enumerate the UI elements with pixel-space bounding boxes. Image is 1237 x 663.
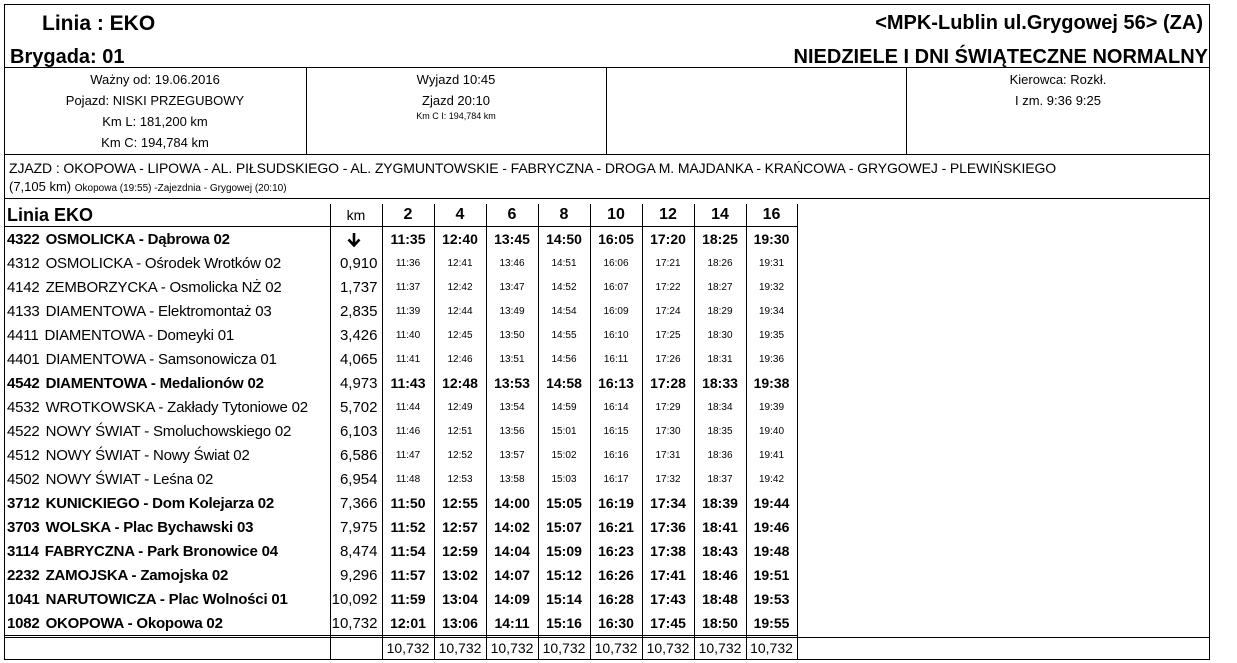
stop-name (4, 491, 330, 515)
trip-total-km: 10,732 (538, 636, 590, 661)
departure-time-cell: 15:14 (538, 587, 590, 611)
table-row (4, 587, 797, 611)
driver-label: Kierowca: Rozkł. (1009, 72, 1107, 87)
departure-time-cell: 13:47 (486, 275, 538, 299)
stop-name (4, 563, 330, 587)
departure-time-cell: 18:34 (694, 395, 746, 419)
stop-code: 3114 (7, 542, 39, 560)
route-note-km: (7,105 km) (9, 179, 72, 194)
stop-label: WROTKOWSKA - Zakłady Tytoniowe 02 (45, 398, 308, 416)
stop-name (4, 299, 330, 323)
trip-header: 16 (746, 204, 797, 227)
departure-time-cell: 14:11 (486, 611, 538, 636)
stop-label: KUNICKIEGO - Dom Kolejarza 02 (45, 494, 274, 512)
departure-time-cell: 11:50 (382, 491, 434, 515)
departure-time-cell: 12:46 (434, 347, 486, 371)
stop-label: DIAMENTOWA - Medalionów 02 (45, 374, 264, 392)
stop-name (4, 323, 330, 347)
departure-time-cell: 12:45 (434, 323, 486, 347)
departure-time-cell: 19:36 (746, 347, 797, 371)
stop-label: NOWY ŚWIAT - Leśna 02 (45, 470, 214, 488)
divider (4, 637, 1210, 638)
table-row (4, 515, 797, 539)
departure-time-cell: 17:30 (642, 419, 694, 443)
stop-km: 3,426 (330, 323, 382, 347)
departure-time-cell: 15:12 (538, 563, 590, 587)
departure-time-cell: 19:41 (746, 443, 797, 467)
stop-name (4, 443, 330, 467)
divider (4, 154, 1210, 155)
departure-time-cell: 19:53 (746, 587, 797, 611)
departure-time-cell: 19:30 (746, 227, 797, 252)
depot-label: <MPK-Lublin ul.Grygowej 56> (ZA) (875, 12, 1203, 34)
stop-code: 4133 (7, 302, 40, 320)
totals-empty (4, 636, 330, 661)
stop-name (4, 539, 330, 563)
stop-km: 6,103 (330, 419, 382, 443)
departure-time-cell: 12:51 (434, 419, 486, 443)
departure-time-cell: 12:42 (434, 275, 486, 299)
departure-time-cell: 15:05 (538, 491, 590, 515)
stop-name (4, 395, 330, 419)
stop-label: OKOPOWA - Okopowa 02 (45, 614, 223, 632)
departure-time-cell: 14:58 (538, 371, 590, 395)
stop-name (4, 275, 330, 299)
timetable-header-row (4, 204, 797, 227)
stop-code: 4542 (7, 374, 40, 392)
departure-time-cell: 12:53 (434, 467, 486, 491)
departure-time-cell: 18:27 (694, 275, 746, 299)
stop-code: 4401 (7, 350, 40, 368)
departure-time-cell: 14:54 (538, 299, 590, 323)
trip-header: 10 (590, 204, 642, 227)
table-row (4, 539, 797, 563)
stop-km: 2,835 (330, 299, 382, 323)
totals-empty (330, 636, 382, 661)
departure-time-cell: 17:25 (642, 323, 694, 347)
trip-header: 12 (642, 204, 694, 227)
departure-time-cell: 16:30 (590, 611, 642, 636)
stop-km: 6,586 (330, 443, 382, 467)
departure-time-cell: 17:38 (642, 539, 694, 563)
route-note-detail: Okopowa (19:55) -Zajezdnia - Grygowej (20:10) (74, 183, 287, 194)
departure-time-cell: 11:57 (382, 563, 434, 587)
stop-km: 7,366 (330, 491, 382, 515)
departure-time-cell: 11:35 (382, 227, 434, 252)
departure-time-cell: 17:22 (642, 275, 694, 299)
table-row (4, 467, 797, 491)
departure-time-cell: 18:33 (694, 371, 746, 395)
departure-time-cell: 17:43 (642, 587, 694, 611)
stop-code: 2232 (7, 566, 40, 584)
totals-row (4, 636, 797, 661)
departure-time-cell: 13:04 (434, 587, 486, 611)
trip-total-km: 10,732 (486, 636, 538, 661)
trip-total-km: 10,732 (434, 636, 486, 661)
stop-label: ZAMOJSKA - Zamojska 02 (45, 566, 229, 584)
stop-label: FABRYCZNA - Park Bronowice 04 (44, 542, 278, 560)
departure-time-cell: 18:46 (694, 563, 746, 587)
km-header: km (330, 204, 382, 227)
departure-time-cell: 18:50 (694, 611, 746, 636)
departure-time-cell: 19:55 (746, 611, 797, 636)
table-row (4, 275, 797, 299)
departure-time-cell: 16:21 (590, 515, 642, 539)
stop-name (4, 419, 330, 443)
table-row (4, 371, 797, 395)
departure-time-cell: 19:51 (746, 563, 797, 587)
departure-time-cell: 16:28 (590, 587, 642, 611)
departure-time-cell: 16:07 (590, 275, 642, 299)
departure-time-cell: 15:09 (538, 539, 590, 563)
departure-time-cell: 16:13 (590, 371, 642, 395)
departure-time-cell: 14:56 (538, 347, 590, 371)
departure-time-cell: 12:41 (434, 251, 486, 275)
departure-time-cell: 17:31 (642, 443, 694, 467)
departure-time-cell: 17:29 (642, 395, 694, 419)
table-row (4, 611, 797, 636)
timetable-table (4, 204, 798, 660)
departure-time-cell: 11:37 (382, 275, 434, 299)
departure-time-cell: 17:20 (642, 227, 694, 252)
departure-time-cell: 18:41 (694, 515, 746, 539)
departure-time-cell: 16:26 (590, 563, 642, 587)
departure-time-cell: 13:51 (486, 347, 538, 371)
brigade-label: Brygada: 01 (10, 46, 125, 68)
departure-time-cell: 14:09 (486, 587, 538, 611)
departure-time-cell: 14:07 (486, 563, 538, 587)
stop-code: 4142 (7, 278, 40, 296)
departure-time-cell: 16:19 (590, 491, 642, 515)
departure-time-cell: 12:40 (434, 227, 486, 252)
departure-time-cell: 19:40 (746, 419, 797, 443)
departure-time-cell: 16:09 (590, 299, 642, 323)
departure-time-cell: 13:57 (486, 443, 538, 467)
departure-time-cell: 12:44 (434, 299, 486, 323)
stop-label: OSMOLICKA - Ośrodek Wrotków 02 (45, 254, 282, 272)
stop-label: NOWY ŚWIAT - Nowy Świat 02 (45, 446, 250, 464)
departure-time-cell: 18:25 (694, 227, 746, 252)
stop-label: DIAMENTOWA - Domeyki 01 (44, 326, 235, 344)
trip-header: 6 (486, 204, 538, 227)
table-row (4, 227, 797, 252)
departure-time-cell: 18:48 (694, 587, 746, 611)
departure-time-cell: 16:17 (590, 467, 642, 491)
trip-total-km: 10,732 (382, 636, 434, 661)
day-type-label: NIEDZIELE I DNI ŚWIĄTECZNE NORMALNY (793, 46, 1208, 68)
departure-time-cell: 12:57 (434, 515, 486, 539)
departure-time-cell: 18:29 (694, 299, 746, 323)
table-row (4, 443, 797, 467)
stop-code: 1041 (7, 590, 40, 608)
stop-km: 5,702 (330, 395, 382, 419)
stop-km: 1,737 (330, 275, 382, 299)
departure-time-cell: 19:44 (746, 491, 797, 515)
stop-label: OSMOLICKA - Dąbrowa 02 (45, 230, 230, 248)
departure-time-cell: 11:43 (382, 371, 434, 395)
stop-km (330, 227, 382, 252)
divider (4, 198, 1210, 199)
stop-name (4, 467, 330, 491)
driver-info (906, 69, 1210, 111)
stop-code: 1082 (7, 614, 40, 632)
stop-name (4, 587, 330, 611)
stop-km: 6,954 (330, 467, 382, 491)
stop-km: 10,732 (330, 611, 382, 636)
departure-time-cell: 17:24 (642, 299, 694, 323)
stop-code: 4312 (7, 254, 40, 272)
shift-times: I zm. 9:36 9:25 (1015, 93, 1101, 108)
departure-time-cell: 11:41 (382, 347, 434, 371)
departure-time-cell: 15:07 (538, 515, 590, 539)
vehicle-type: Pojazd: NISKI PRZEGUBOWY (65, 93, 245, 108)
table-row (4, 491, 797, 515)
stop-label: WOLSKA - Plac Bychawski 03 (45, 518, 254, 536)
stop-km: 0,910 (330, 251, 382, 275)
stop-label: NOWY ŚWIAT - Smoluchowskiego 02 (45, 422, 292, 440)
stop-km: 10,092 (330, 587, 382, 611)
departure-time-cell: 18:30 (694, 323, 746, 347)
departure-time-cell: 14:02 (486, 515, 538, 539)
departure-time-cell: 18:39 (694, 491, 746, 515)
departure-time-cell: 18:26 (694, 251, 746, 275)
departure-time-cell: 13:54 (486, 395, 538, 419)
stop-label: NARUTOWICZA - Plac Wolności 01 (45, 590, 288, 608)
departure-time-cell: 19:38 (746, 371, 797, 395)
departure-time-cell: 14:51 (538, 251, 590, 275)
departure-time-cell: 12:01 (382, 611, 434, 636)
stop-code: 4502 (7, 470, 40, 488)
departure-time-cell: 15:03 (538, 467, 590, 491)
trip-total-km: 10,732 (746, 636, 797, 661)
stop-code: 3712 (7, 494, 40, 512)
departure-time-cell: 16:11 (590, 347, 642, 371)
departure-time-cell: 12:55 (434, 491, 486, 515)
divider (606, 67, 607, 154)
departure-time-cell: 11:59 (382, 587, 434, 611)
stop-km: 9,296 (330, 563, 382, 587)
departure-time-cell: 18:43 (694, 539, 746, 563)
trip-total-km: 10,732 (642, 636, 694, 661)
departure-time-cell: 17:45 (642, 611, 694, 636)
trip-header: 14 (694, 204, 746, 227)
departure-time-cell: 16:16 (590, 443, 642, 467)
departure-time-cell: 12:59 (434, 539, 486, 563)
stop-code: 4512 (7, 446, 40, 464)
departure-time-cell: 13:49 (486, 299, 538, 323)
stop-code: 4322 (7, 230, 40, 248)
stop-code: 3703 (7, 518, 40, 536)
route-note-line1: ZJAZD : OKOPOWA - LIPOWA - AL. PIŁSUDSKIEGO - AL. ZYGMUNTOWSKIE - FABRYCZNA - DROGA M. MAJDANKA - KRAŃCOWA - GRYGOWEJ - PLEWIŃSKIEGO (9, 160, 1057, 176)
departure-time-cell: 13:58 (486, 467, 538, 491)
departure-time-cell: 15:16 (538, 611, 590, 636)
stop-name (4, 227, 330, 252)
departure-time-cell: 18:37 (694, 467, 746, 491)
departure-time-cell: 12:49 (434, 395, 486, 419)
departure-time-cell: 17:34 (642, 491, 694, 515)
km-l: Km L: 181,200 km (102, 114, 208, 129)
departure-time-cell: 11:36 (382, 251, 434, 275)
departure-time-cell: 17:32 (642, 467, 694, 491)
table-row (4, 323, 797, 347)
departure-time-cell: 13:56 (486, 419, 538, 443)
departure-time-cell: 11:48 (382, 467, 434, 491)
departure-time-cell: 14:52 (538, 275, 590, 299)
departure-time-cell: 15:02 (538, 443, 590, 467)
departure-time-cell: 17:41 (642, 563, 694, 587)
departure-time-cell: 12:52 (434, 443, 486, 467)
departure-time-cell: 11:46 (382, 419, 434, 443)
trip-total-km: 10,732 (694, 636, 746, 661)
departure-time-cell: 19:32 (746, 275, 797, 299)
departure-time-cell: 17:36 (642, 515, 694, 539)
departure-time-cell: 14:59 (538, 395, 590, 419)
stop-km: 7,975 (330, 515, 382, 539)
departure-time-cell: 19:31 (746, 251, 797, 275)
departure-time-cell: 16:06 (590, 251, 642, 275)
departure-time-cell: 12:48 (434, 371, 486, 395)
stop-name (4, 371, 330, 395)
vehicle-info (4, 69, 306, 153)
stop-km: 8,474 (330, 539, 382, 563)
departure-time-cell: 13:06 (434, 611, 486, 636)
departure-time-cell: 17:26 (642, 347, 694, 371)
departure-time-cell: 14:00 (486, 491, 538, 515)
stop-km: 4,065 (330, 347, 382, 371)
stop-label: DIAMENTOWA - Samsonowicza 01 (45, 350, 277, 368)
stop-code: 4532 (7, 398, 40, 416)
return-time: Zjazd 20:10 (422, 93, 490, 108)
departure-time-cell: 19:34 (746, 299, 797, 323)
valid-from: Ważny od: 19.06.2016 (90, 72, 220, 87)
departure-time-cell: 13:50 (486, 323, 538, 347)
table-row (4, 395, 797, 419)
stop-name (4, 515, 330, 539)
departure-time-cell: 19:39 (746, 395, 797, 419)
departure-time-cell: 11:39 (382, 299, 434, 323)
departure-time-cell: 13:46 (486, 251, 538, 275)
trip-total-km: 10,732 (590, 636, 642, 661)
route-note-line2 (9, 179, 287, 194)
table-row (4, 299, 797, 323)
table-row (4, 419, 797, 443)
stop-name (4, 611, 330, 636)
departure-time-cell: 11:47 (382, 443, 434, 467)
divider (4, 67, 1210, 68)
departure-time-cell: 13:02 (434, 563, 486, 587)
departure-time-cell: 11:54 (382, 539, 434, 563)
departure-time-cell: 16:14 (590, 395, 642, 419)
stop-name (4, 347, 330, 371)
line-label: Linia : EKO (42, 12, 156, 35)
trip-info (306, 69, 606, 121)
trip-header: 8 (538, 204, 590, 227)
km-c-i: Km C I: 194,784 km (416, 111, 496, 121)
departure-time-cell: 15:01 (538, 419, 590, 443)
departure-time-cell: 14:04 (486, 539, 538, 563)
departure-time-cell: 17:21 (642, 251, 694, 275)
table-row (4, 251, 797, 275)
departure-time-cell: 14:55 (538, 323, 590, 347)
departure-time-cell: 16:23 (590, 539, 642, 563)
stop-code: 4522 (7, 422, 40, 440)
departure-time-cell: 18:36 (694, 443, 746, 467)
departure-time-cell: 18:35 (694, 419, 746, 443)
departure-time-cell: 19:48 (746, 539, 797, 563)
stop-name (4, 251, 330, 275)
departure-time-cell: 16:15 (590, 419, 642, 443)
stop-label: DIAMENTOWA - Elektromontaż 03 (45, 302, 272, 320)
table-row (4, 563, 797, 587)
trip-header: 2 (382, 204, 434, 227)
departure-time-cell: 11:52 (382, 515, 434, 539)
km-c: Km C: 194,784 km (101, 135, 209, 150)
trip-header: 4 (434, 204, 486, 227)
departure-time-cell: 14:50 (538, 227, 590, 252)
departure-time-cell: 16:10 (590, 323, 642, 347)
departure-time: Wyjazd 10:45 (416, 72, 496, 87)
departure-time-cell: 13:45 (486, 227, 538, 252)
arrow-down-icon (347, 232, 361, 248)
departure-time-cell: 17:28 (642, 371, 694, 395)
departure-time-cell: 11:44 (382, 395, 434, 419)
timetable-title: Linia EKO (4, 204, 330, 227)
stop-code: 4411 (7, 326, 39, 344)
departure-time-cell: 19:46 (746, 515, 797, 539)
departure-time-cell: 11:40 (382, 323, 434, 347)
departure-time-cell: 19:35 (746, 323, 797, 347)
departure-time-cell: 13:53 (486, 371, 538, 395)
stop-label: ZEMBORZYCKA - Osmolicka NŻ 02 (45, 278, 282, 296)
stop-km: 4,973 (330, 371, 382, 395)
departure-time-cell: 19:42 (746, 467, 797, 491)
departure-time-cell: 18:31 (694, 347, 746, 371)
table-row (4, 347, 797, 371)
departure-time-cell: 16:05 (590, 227, 642, 252)
